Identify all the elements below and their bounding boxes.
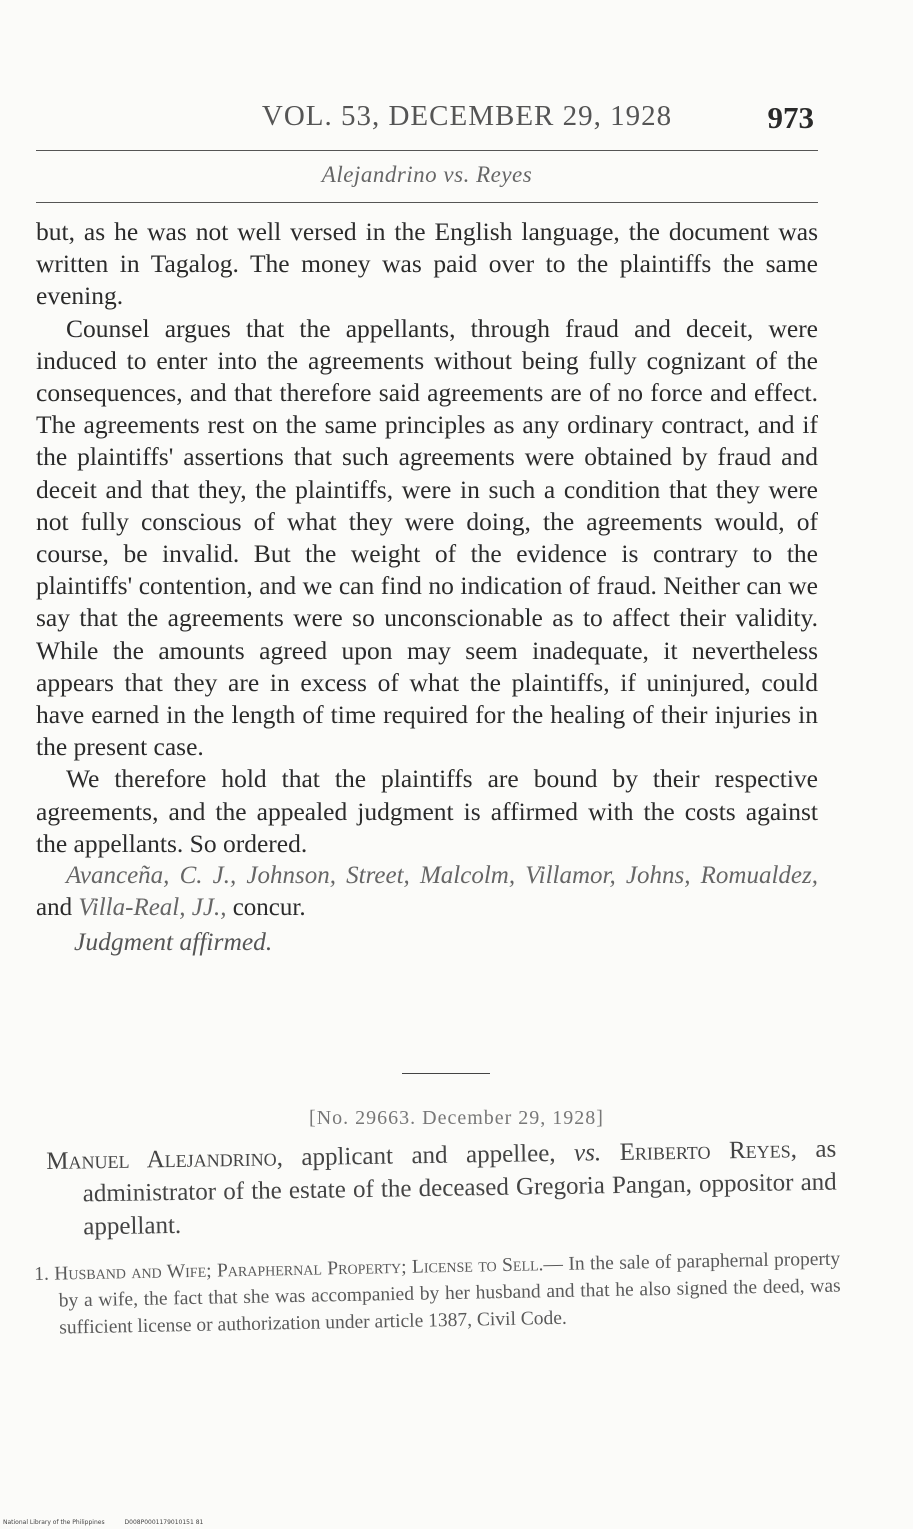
scan-footer [3,1519,221,1526]
concurrence [36,860,818,924]
running-head [36,100,818,140]
concurring-justices: Avanceña, C. J., Johnson, Street, Malcolm, Villamor, Johns, Romualdez, [66,862,818,890]
section-divider [402,1073,490,1074]
header-rule-top [36,150,818,151]
versus: vs. [573,1139,602,1167]
footer-code: D008P0001179010151 81 [124,1519,204,1526]
page-number: 973 [767,100,814,135]
oppositor-role: as administrator of the estate of the deceased Gregoria Pangan, oppositor and appellant. [82,1135,837,1241]
paragraph: Counsel argues that the appellants, through fraud and deceit, were induced to enter into the agreements without being fully cognizant of the consequences, and that therefore said agreements are of no force and effect. The agreements rest on the same principles as any ordinary contract, and if the plaintiffs' assertions that such agreements were obtained by fraud and deceit and that they, the plaintiffs, were in such a condition that they were not fully conscious of what they were doing, the agreements would, of course, be invalid. But the weight of the evidence is contrary to the plaintiffs' contention, and we can find no indication of fraud. Neither can we say that the agreements were so unconscionable as to affect their validity. While the amounts agreed upon may seem inadequate, it nevertheless appears that they are in excess of what the plaintiffs, if uninjured, could have earned in the length of time required for the healing of their injuries in the present case. [36,313,818,762]
syllabus-item [34,1246,841,1342]
concurring-justices-last: Villa-Real, JJ., [78,894,227,922]
concur-and: and [36,894,73,922]
parties [46,1133,837,1244]
case-title: Alejandrino vs. Reyes [321,162,533,187]
applicant-name: Manuel Alejandrino, [46,1144,284,1175]
volume-date: VOL. 53, DECEMBER 29, 1928 [261,100,673,132]
applicant-role: applicant and appellee, [301,1139,556,1171]
syllabus-number: 1. [34,1263,50,1285]
syllabus-text: In the sale of paraphernal property by a wife, the fact that she was accompanied by her husband and that he also signed the deed, was sufficient license or authorization under article 1387, Civil Code. [58,1248,841,1339]
case-caption [46,1133,837,1244]
oppositor-name: Eriberto Reyes, [619,1136,798,1166]
opinion-text [36,216,818,959]
judgment-line: Judgment affirmed. [74,927,273,957]
syllabus [34,1246,841,1342]
syllabus-heading: Husband and Wife; Paraphernal Property; License to Sell.— [54,1253,564,1285]
docket-number: [No. 29663. December 29, 1928] [309,1107,604,1129]
paragraph: but, as he was not well versed in the English language, the document was written in Tagalog. The money was paid over to the plaintiffs the same evening. [36,217,818,311]
header-rule-bottom [36,202,818,203]
paragraph: We therefore hold that the plaintiffs are bound by their respective agreements, and the appealed judgment is affirmed with the costs against the appellants. So ordered. [36,764,818,858]
footer-source: National Library of the Philippines [3,1519,105,1526]
concur-word: concur. [232,894,306,922]
